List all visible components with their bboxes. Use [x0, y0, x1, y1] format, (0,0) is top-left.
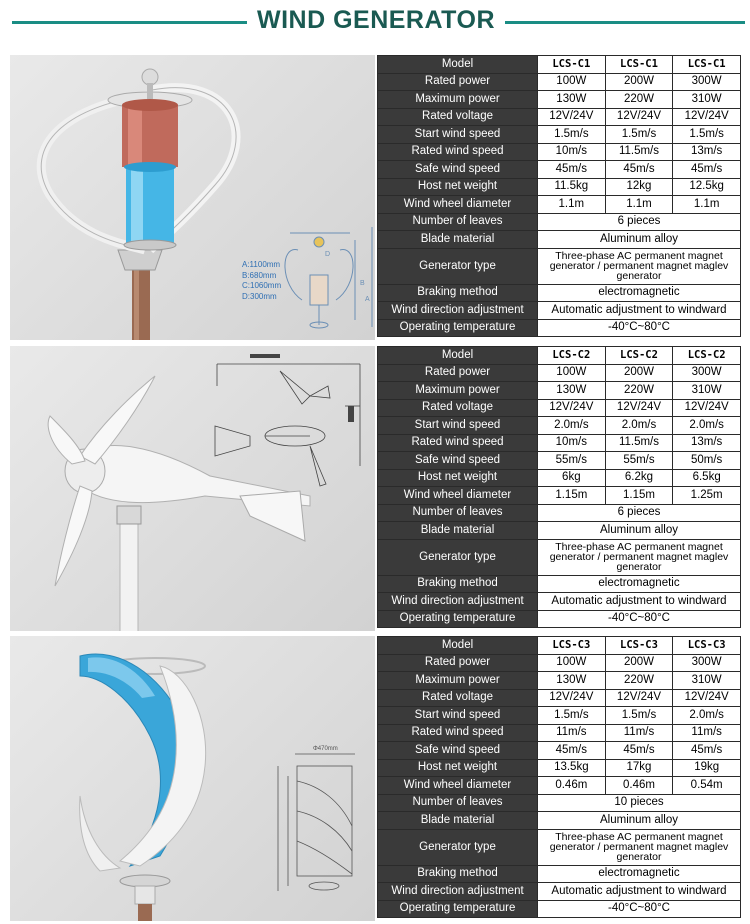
label-diameter: Wind wheel diameter [378, 777, 538, 795]
row-direction [378, 302, 741, 320]
value-cell: 310W [673, 382, 741, 400]
value-cell: 130W [538, 672, 606, 690]
label-temperature: Operating temperature [378, 900, 538, 918]
label-blade: Blade material [378, 522, 538, 540]
label-start-wind: Start wind speed [378, 126, 538, 144]
value-cell: 11.5m/s [605, 143, 673, 161]
row-rated-power [378, 73, 741, 91]
value-cell: 45m/s [605, 161, 673, 179]
value-cell: Three-phase AC permanent magnet generator / permanent magnet maglev generator [538, 829, 741, 865]
value-cell: 1.15m [605, 487, 673, 505]
value-cell: 6.2kg [605, 469, 673, 487]
label-max-power: Maximum power [378, 91, 538, 109]
svg-text:Φ470mm: Φ470mm [313, 746, 338, 752]
value-cell: 2.0m/s [538, 417, 606, 435]
value-cell: 100W [538, 654, 606, 672]
label-rated-power: Rated power [378, 73, 538, 91]
label-rated-power: Rated power [378, 364, 538, 382]
row-direction [378, 593, 741, 611]
label-leaves: Number of leaves [378, 794, 538, 812]
value-cell: 0.46m [605, 777, 673, 795]
label-max-power: Maximum power [378, 672, 538, 690]
value-cell: 12V/24V [538, 689, 606, 707]
value-cell: 6 pieces [538, 504, 741, 522]
row-model [378, 56, 741, 74]
row-rated-power [378, 654, 741, 672]
value-cell: 12V/24V [538, 108, 606, 126]
value-cell: 2.0m/s [605, 417, 673, 435]
header-rule-right [505, 21, 745, 24]
label-temperature: Operating temperature [378, 319, 538, 337]
value-cell: 130W [538, 91, 606, 109]
label-blade: Blade material [378, 231, 538, 249]
dimension-d: D:300mm [242, 291, 277, 301]
value-cell: 220W [605, 672, 673, 690]
value-cell: 45m/s [605, 742, 673, 760]
label-start-wind: Start wind speed [378, 417, 538, 435]
row-braking [378, 284, 741, 302]
value-cell: 0.46m [538, 777, 606, 795]
value-cell: 11.5kg [538, 178, 606, 196]
row-temperature [378, 610, 741, 628]
value-cell: -40°C~80°C [538, 610, 741, 628]
label-braking: Braking method [378, 575, 538, 593]
value-cell: 17kg [605, 759, 673, 777]
row-safe-wind [378, 452, 741, 470]
label-host-weight: Host net weight [378, 469, 538, 487]
model-cell: LCS-C3 [605, 637, 673, 655]
row-temperature [378, 900, 741, 918]
value-cell: Three-phase AC permanent magnet generator / permanent magnet maglev generator [538, 539, 741, 575]
value-cell: 12.5kg [673, 178, 741, 196]
value-cell: -40°C~80°C [538, 319, 741, 337]
label-blade: Blade material [378, 812, 538, 830]
value-cell: 12kg [605, 178, 673, 196]
label-braking: Braking method [378, 865, 538, 883]
value-cell: Aluminum alloy [538, 522, 741, 540]
dimension-a: A:1100mm [242, 260, 281, 269]
label-model: Model [378, 347, 538, 365]
label-rated-wind: Rated wind speed [378, 143, 538, 161]
row-generator-type [378, 829, 741, 865]
product-section-c3 [0, 636, 750, 921]
row-generator-type [378, 248, 741, 284]
label-host-weight: Host net weight [378, 178, 538, 196]
value-cell: 300W [673, 364, 741, 382]
value-cell: 50m/s [673, 452, 741, 470]
product-image-c1 [10, 55, 375, 340]
row-safe-wind [378, 742, 741, 760]
label-start-wind: Start wind speed [378, 707, 538, 725]
value-cell: Three-phase AC permanent magnet generator / permanent magnet maglev generator [538, 248, 741, 284]
row-rated-wind [378, 143, 741, 161]
value-cell: 11m/s [605, 724, 673, 742]
row-blade [378, 812, 741, 830]
dimension-c: C:1060mm [242, 281, 282, 290]
label-braking: Braking method [378, 284, 538, 302]
value-cell: 45m/s [538, 742, 606, 760]
svg-text:D: D [325, 251, 331, 258]
value-cell: 12V/24V [538, 399, 606, 417]
value-cell: 300W [673, 73, 741, 91]
value-cell: 200W [605, 73, 673, 91]
value-cell: 19kg [673, 759, 741, 777]
value-cell: 12V/24V [673, 108, 741, 126]
value-cell: 45m/s [538, 161, 606, 179]
value-cell: 6 pieces [538, 213, 741, 231]
value-cell: 12V/24V [605, 108, 673, 126]
value-cell: 310W [673, 91, 741, 109]
value-cell: 1.1m [605, 196, 673, 214]
row-diameter [378, 196, 741, 214]
value-cell: 12V/24V [605, 399, 673, 417]
product-image-c2 [10, 346, 375, 631]
dimension-legend [242, 260, 281, 302]
value-cell: 1.1m [538, 196, 606, 214]
value-cell: electromagnetic [538, 284, 741, 302]
label-leaves: Number of leaves [378, 504, 538, 522]
value-cell: 2.0m/s [673, 707, 741, 725]
svg-text:B: B [360, 280, 365, 287]
value-cell: 1.5m/s [538, 126, 606, 144]
value-cell: 11m/s [673, 724, 741, 742]
value-cell: 1.25m [673, 487, 741, 505]
value-cell: 11.5m/s [605, 434, 673, 452]
value-cell: 1.5m/s [605, 707, 673, 725]
label-safe-wind: Safe wind speed [378, 161, 538, 179]
label-rated-voltage: Rated voltage [378, 399, 538, 417]
model-cell: LCS-C3 [673, 637, 741, 655]
row-temperature [378, 319, 741, 337]
label-leaves: Number of leaves [378, 213, 538, 231]
row-diameter [378, 777, 741, 795]
row-model [378, 347, 741, 365]
value-cell: 6.5kg [673, 469, 741, 487]
label-safe-wind: Safe wind speed [378, 742, 538, 760]
value-cell: 220W [605, 91, 673, 109]
value-cell: 1.5m/s [673, 126, 741, 144]
row-start-wind [378, 417, 741, 435]
value-cell: -40°C~80°C [538, 900, 741, 918]
row-start-wind [378, 707, 741, 725]
row-host-weight [378, 178, 741, 196]
row-leaves [378, 213, 741, 231]
label-direction: Wind direction adjustment [378, 593, 538, 611]
label-model: Model [378, 637, 538, 655]
value-cell: 1.15m [538, 487, 606, 505]
model-cell: LCS-C1 [673, 56, 741, 74]
row-leaves [378, 794, 741, 812]
value-cell: 13m/s [673, 434, 741, 452]
label-diameter: Wind wheel diameter [378, 196, 538, 214]
row-blade [378, 522, 741, 540]
row-max-power [378, 91, 741, 109]
label-direction: Wind direction adjustment [378, 883, 538, 901]
product-section-c2 [0, 346, 750, 631]
row-rated-wind [378, 434, 741, 452]
value-cell: 55m/s [538, 452, 606, 470]
value-cell: Automatic adjustment to windward [538, 593, 741, 611]
row-direction [378, 883, 741, 901]
value-cell: 200W [605, 364, 673, 382]
row-braking [378, 865, 741, 883]
value-cell: 13m/s [673, 143, 741, 161]
page-title: WIND GENERATOR [256, 6, 496, 34]
row-max-power [378, 382, 741, 400]
value-cell: 45m/s [673, 161, 741, 179]
row-rated-voltage [378, 689, 741, 707]
value-cell: Automatic adjustment to windward [538, 883, 741, 901]
label-rated-voltage: Rated voltage [378, 689, 538, 707]
spec-table-c2 [377, 346, 741, 628]
value-cell: Automatic adjustment to windward [538, 302, 741, 320]
value-cell: 130W [538, 382, 606, 400]
label-rated-wind: Rated wind speed [378, 724, 538, 742]
header-rule-left [12, 21, 247, 24]
dimension-b: B:680mm [242, 270, 277, 280]
page-header [0, 0, 750, 48]
value-cell: 100W [538, 364, 606, 382]
label-generator-type: Generator type [378, 248, 538, 284]
model-cell: LCS-C2 [605, 347, 673, 365]
row-model [378, 637, 741, 655]
model-cell: LCS-C2 [538, 347, 606, 365]
value-cell: 1.1m [673, 196, 741, 214]
label-model: Model [378, 56, 538, 74]
row-host-weight [378, 759, 741, 777]
row-rated-voltage [378, 399, 741, 417]
value-cell: 12V/24V [673, 689, 741, 707]
label-safe-wind: Safe wind speed [378, 452, 538, 470]
value-cell: 6kg [538, 469, 606, 487]
value-cell: electromagnetic [538, 575, 741, 593]
value-cell: 12V/24V [605, 689, 673, 707]
label-rated-power: Rated power [378, 654, 538, 672]
value-cell: 0.54m [673, 777, 741, 795]
value-cell: 300W [673, 654, 741, 672]
value-cell: 12V/24V [673, 399, 741, 417]
row-blade [378, 231, 741, 249]
row-safe-wind [378, 161, 741, 179]
value-cell: 13.5kg [538, 759, 606, 777]
row-diameter [378, 487, 741, 505]
model-cell: LCS-C3 [538, 637, 606, 655]
spec-table-c3 [377, 636, 741, 918]
label-direction: Wind direction adjustment [378, 302, 538, 320]
row-start-wind [378, 126, 741, 144]
svg-text:A: A [365, 296, 370, 303]
row-leaves [378, 504, 741, 522]
value-cell: 11m/s [538, 724, 606, 742]
value-cell: 10m/s [538, 434, 606, 452]
value-cell: 100W [538, 73, 606, 91]
label-diameter: Wind wheel diameter [378, 487, 538, 505]
row-braking [378, 575, 741, 593]
label-generator-type: Generator type [378, 829, 538, 865]
model-cell: LCS-C2 [673, 347, 741, 365]
value-cell: 10 pieces [538, 794, 741, 812]
value-cell: 2.0m/s [673, 417, 741, 435]
value-cell: Aluminum alloy [538, 231, 741, 249]
row-max-power [378, 672, 741, 690]
label-rated-wind: Rated wind speed [378, 434, 538, 452]
row-rated-wind [378, 724, 741, 742]
label-host-weight: Host net weight [378, 759, 538, 777]
product-section-c1 [0, 55, 750, 340]
value-cell: 55m/s [605, 452, 673, 470]
row-rated-voltage [378, 108, 741, 126]
value-cell: 1.5m/s [538, 707, 606, 725]
model-cell: LCS-C1 [605, 56, 673, 74]
value-cell: electromagnetic [538, 865, 741, 883]
model-cell: LCS-C1 [538, 56, 606, 74]
value-cell: 45m/s [673, 742, 741, 760]
value-cell: 310W [673, 672, 741, 690]
value-cell: Aluminum alloy [538, 812, 741, 830]
value-cell: 1.5m/s [605, 126, 673, 144]
label-max-power: Maximum power [378, 382, 538, 400]
row-rated-power [378, 364, 741, 382]
value-cell: 200W [605, 654, 673, 672]
label-generator-type: Generator type [378, 539, 538, 575]
row-host-weight [378, 469, 741, 487]
product-image-c3 [10, 636, 375, 921]
value-cell: 220W [605, 382, 673, 400]
value-cell: 10m/s [538, 143, 606, 161]
label-temperature: Operating temperature [378, 610, 538, 628]
label-rated-voltage: Rated voltage [378, 108, 538, 126]
spec-table-c1 [377, 55, 741, 337]
row-generator-type [378, 539, 741, 575]
